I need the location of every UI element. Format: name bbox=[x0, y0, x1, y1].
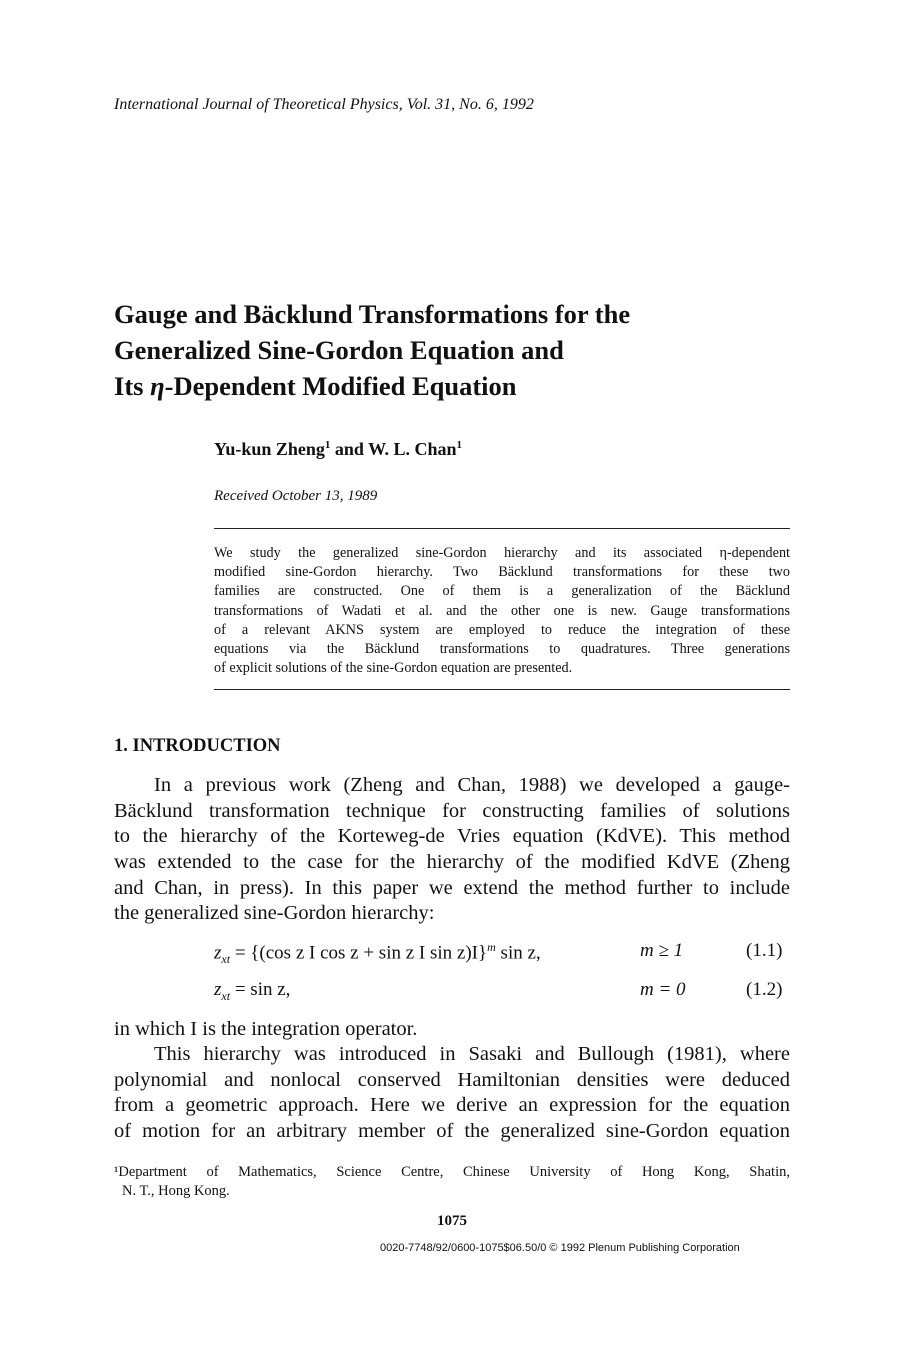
page-number: 1075 bbox=[437, 1213, 467, 1229]
footnote bbox=[114, 1163, 790, 1201]
equation-1-1: $z_{xt} = \{(\cos$ z I cos z + sin z I sin z)I}$^m$ sin z, bbox=[214, 940, 541, 967]
paragraph-line: In a previous work (Zheng and Chan, 1988) we developed a gauge- bbox=[154, 774, 790, 796]
paragraph-line: of motion for an arbitrary member of the generalized sine-Gordon equation bbox=[114, 1120, 790, 1143]
abstract-line: equations via the Bäcklund transformations to quadratures. Three generations bbox=[214, 640, 790, 657]
abstract-line: modified sine-Gordon hierarchy. Two Bäcklund transformations for these two bbox=[214, 564, 790, 581]
paragraph-line: to the hierarchy of the Korteweg-de Vries equation (KdVE). This method bbox=[114, 825, 790, 848]
paragraph-line: Bäcklund transformation technique for constructing families of solutions bbox=[114, 799, 790, 822]
received-date: Received October 13, 1989 bbox=[214, 488, 378, 504]
abstract-line: families are constructed. One of them is a generalization of the Bäcklund bbox=[214, 583, 790, 600]
intro-paragraph-2 bbox=[114, 1042, 790, 1145]
paragraph-line: polynomial and nonlocal conserved Hamiltonian densities were deduced bbox=[114, 1068, 790, 1091]
title-line-1: Gauge and Bäcklund Transformations for the bbox=[114, 299, 631, 329]
equation-1-1-condition: m ≥ 1 bbox=[640, 940, 684, 961]
abstract bbox=[214, 544, 790, 678]
equation-1-1-number: (1.1) bbox=[746, 940, 783, 961]
paragraph-line: from a geometric approach. Here we derive an expression for the equation bbox=[114, 1094, 790, 1117]
author-1-affil: 1 bbox=[324, 439, 331, 451]
paragraph-line: This hierarchy was introduced in Sasaki and Bullough (1981), where bbox=[154, 1043, 790, 1065]
author-2: W. L. Chan bbox=[368, 439, 457, 459]
journal-header: International Journal of Theoretical Physics, Vol. 31, No. 6, 1992 bbox=[114, 96, 534, 113]
footnote-line-2: N. T., Hong Kong. bbox=[122, 1183, 230, 1199]
paragraph-line: the generalized sine-Gordon hierarchy: bbox=[114, 902, 435, 925]
paper-title bbox=[114, 296, 814, 404]
copyright-line: 0020-7748/92/0600-1075$06.50/0 © 1992 Plenum Publishing Corporation bbox=[380, 1242, 740, 1254]
eta-symbol: η bbox=[150, 371, 165, 401]
equation-1-2-number: (1.2) bbox=[746, 979, 783, 1000]
equation-1-2: $z_{xt} = \sin z$, bbox=[214, 979, 291, 1003]
abstract-bottom-rule bbox=[214, 689, 790, 690]
section-heading: 1. INTRODUCTION bbox=[114, 736, 281, 756]
title-line-3: Its η-Dependent Modified Equation bbox=[114, 371, 517, 401]
title-line-2: Generalized Sine-Gordon Equation and bbox=[114, 335, 564, 365]
abstract-line: of a relevant AKNS system are employed to reduce the integration of these bbox=[214, 621, 790, 638]
paragraph-line: and Chan, in press). In this paper we extend the method further to include bbox=[114, 876, 790, 899]
footnote-line-1: ¹Department of Mathematics, Science Centre, Chinese University of Hong Kong, Shatin, bbox=[114, 1164, 790, 1180]
after-equation-text: in which I is the integration operator. bbox=[114, 1018, 418, 1040]
authors: Yu-kun Zheng$^1$ and W. L. Chan$^1$ bbox=[214, 439, 462, 459]
abstract-line: of explicit solutions of the sine-Gordon equation are presented. bbox=[214, 660, 573, 677]
paragraph-line: was extended to the case for the hierarchy of the modified KdVE (Zheng bbox=[114, 851, 790, 874]
abstract-line: We study the generalized sine-Gordon hierarchy and its associated η-dependent bbox=[214, 545, 790, 561]
equation-1-2-condition: m = 0 bbox=[640, 979, 686, 1000]
intro-paragraph-1 bbox=[114, 773, 790, 927]
author-2-affil: 1 bbox=[456, 439, 462, 451]
abstract-top-rule bbox=[214, 528, 790, 529]
abstract-line: transformations of Wadati et al. and the other one is new. Gauge transformations bbox=[214, 602, 790, 619]
author-1: Yu-kun Zheng bbox=[214, 439, 325, 459]
